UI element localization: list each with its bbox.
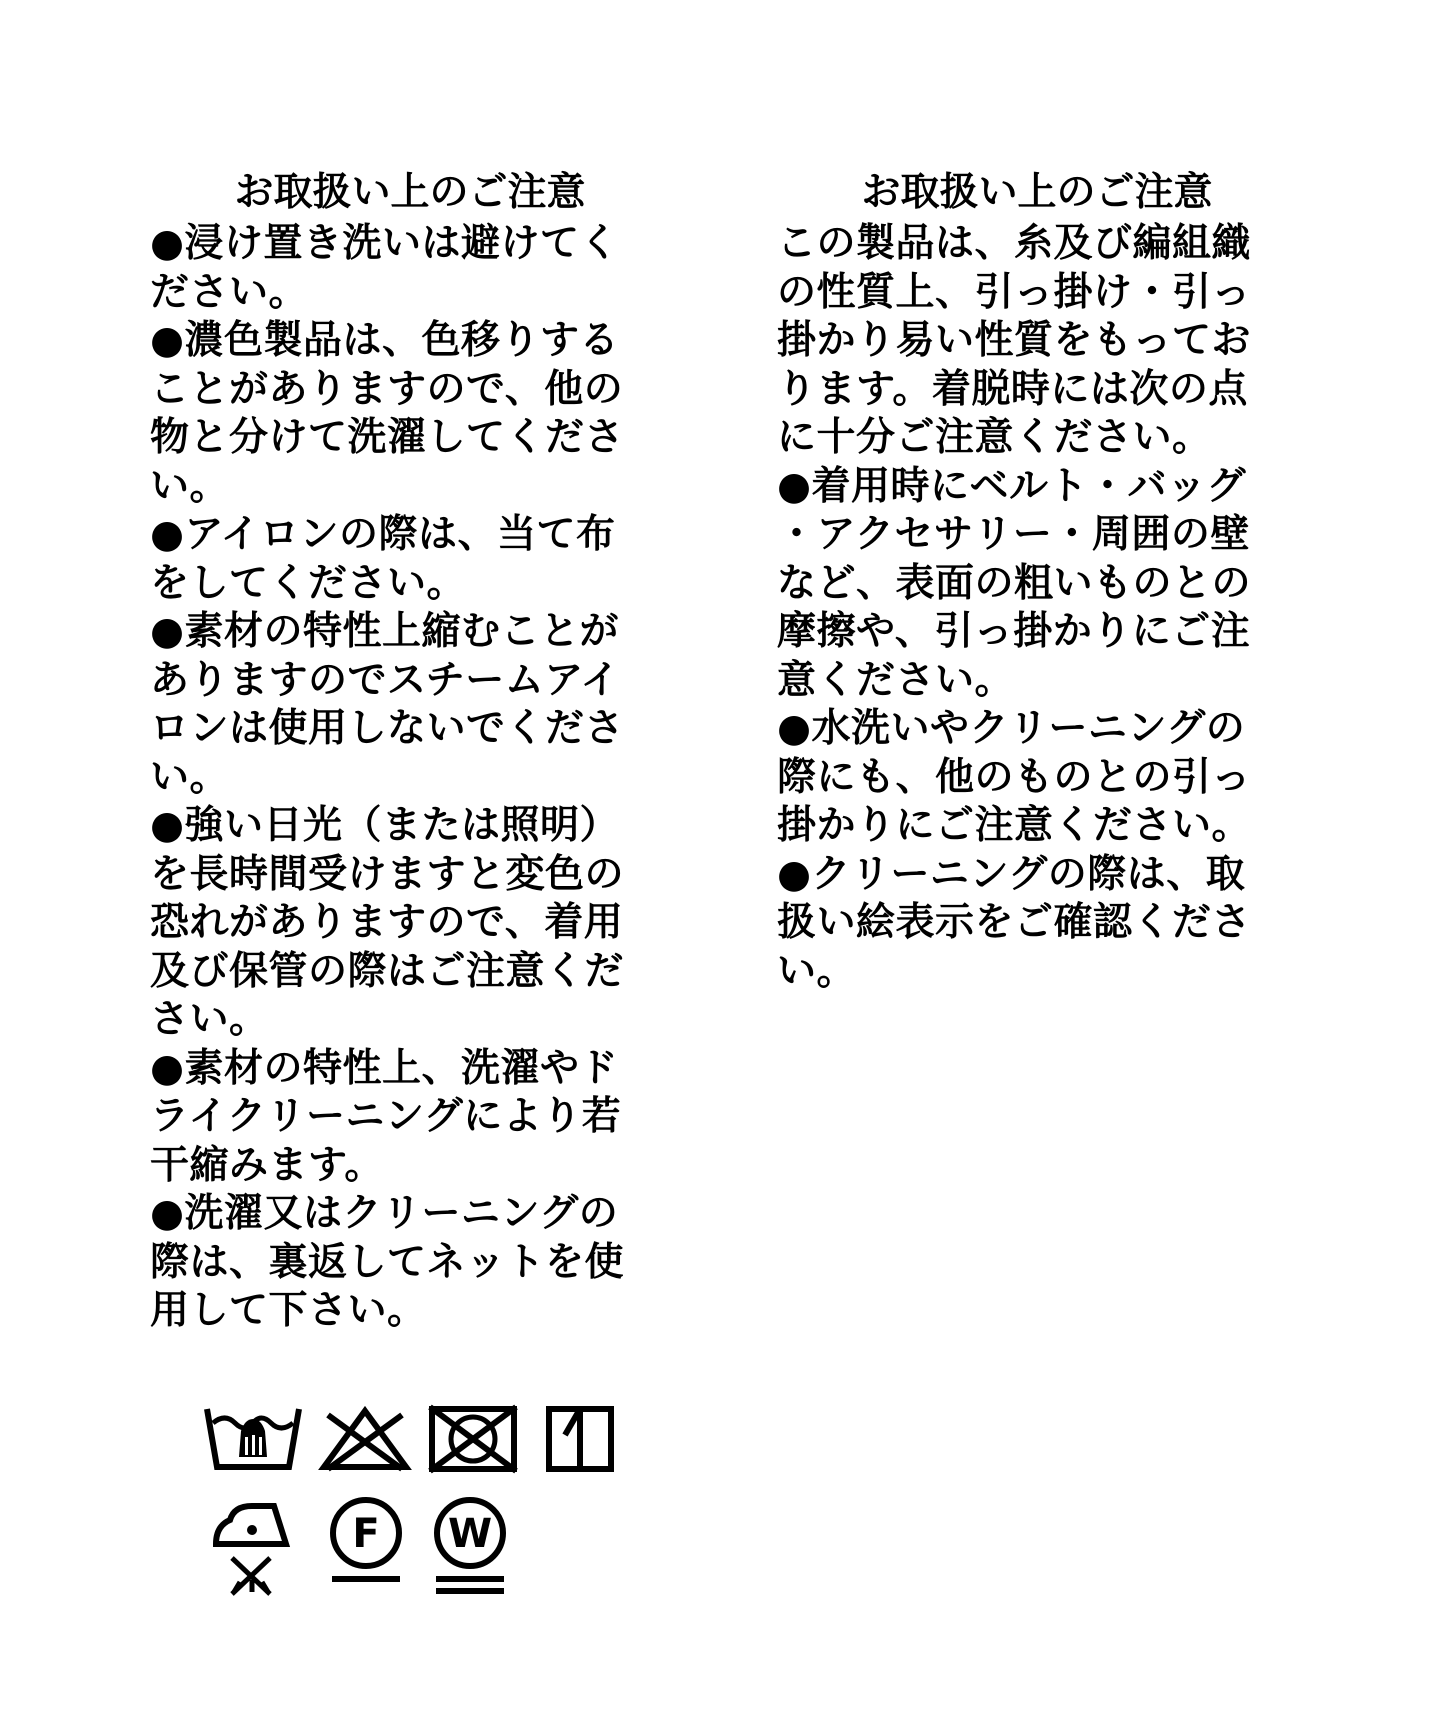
left-care-column [150, 168, 670, 1336]
wet-clean-w-icon [432, 1495, 508, 1595]
iron-no-steam-icon [212, 1500, 292, 1600]
right-paragraph: ●着用時にベルト・バッグ ・アクセサリー・周囲の壁 など、表面の粗いものとの 摩擦や、引っ掛かりにご注 意ください。 [777, 463, 1252, 703]
right-paragraph: ●クリーニングの際は、取 扱い絵表示をご確認くださ い。 [777, 851, 1252, 994]
right-paragraph: この製品は、糸及び編組織 の性質上、引っ掛け・引っ 掛かり易い性質をもってお ります。着脱時には次の点 に十分ご注意ください。 [777, 221, 1252, 460]
right-heading: お取扱い上のご注意 [861, 170, 1213, 215]
no-tumble-dry-icon [428, 1405, 518, 1473]
left-paragraph: ●洗濯又はクリーニングの 際は、裏返してネットを使 用して下さい。 [150, 1191, 625, 1333]
left-paragraph: ●アイロンの際は、当て布 をしてください。 [150, 512, 616, 606]
dry-clean-f-icon [328, 1495, 404, 1585]
left-paragraph: ●浸け置き洗いは避けてく ださい。 [150, 221, 620, 315]
no-bleach-icon [320, 1407, 410, 1471]
left-paragraph: ●濃色製品は、色移りする ことがありますので、他の 物と分けて洗濯してくださ い。 [150, 318, 625, 509]
left-paragraph: ●素材の特性上縮むことが ありますのでスチームアイ ロンは使用しないでくださ い。 [150, 609, 625, 800]
hand-wash-icon [205, 1405, 301, 1471]
left-paragraph: ●素材の特性上、洗濯やド ライクリーニングにより若 干縮みます。 [150, 1045, 622, 1188]
right-paragraph: ●水洗いやクリーニングの 際にも、他のものとの引っ 掛かりにご注意ください。 [777, 706, 1252, 848]
line-dry-icon [545, 1405, 615, 1473]
dry-clean-letter: F [352, 1511, 380, 1557]
right-care-column [777, 168, 1297, 996]
care-symbols [200, 1395, 640, 1625]
left-paragraph: ●強い日光（または照明） を長時間受けますと変色の 恐れがありますので、着用 及び保管の際はご注意くだ さい。 [150, 803, 625, 1042]
left-heading: お取扱い上のご注意 [234, 170, 586, 215]
wet-clean-letter: W [447, 1511, 493, 1557]
